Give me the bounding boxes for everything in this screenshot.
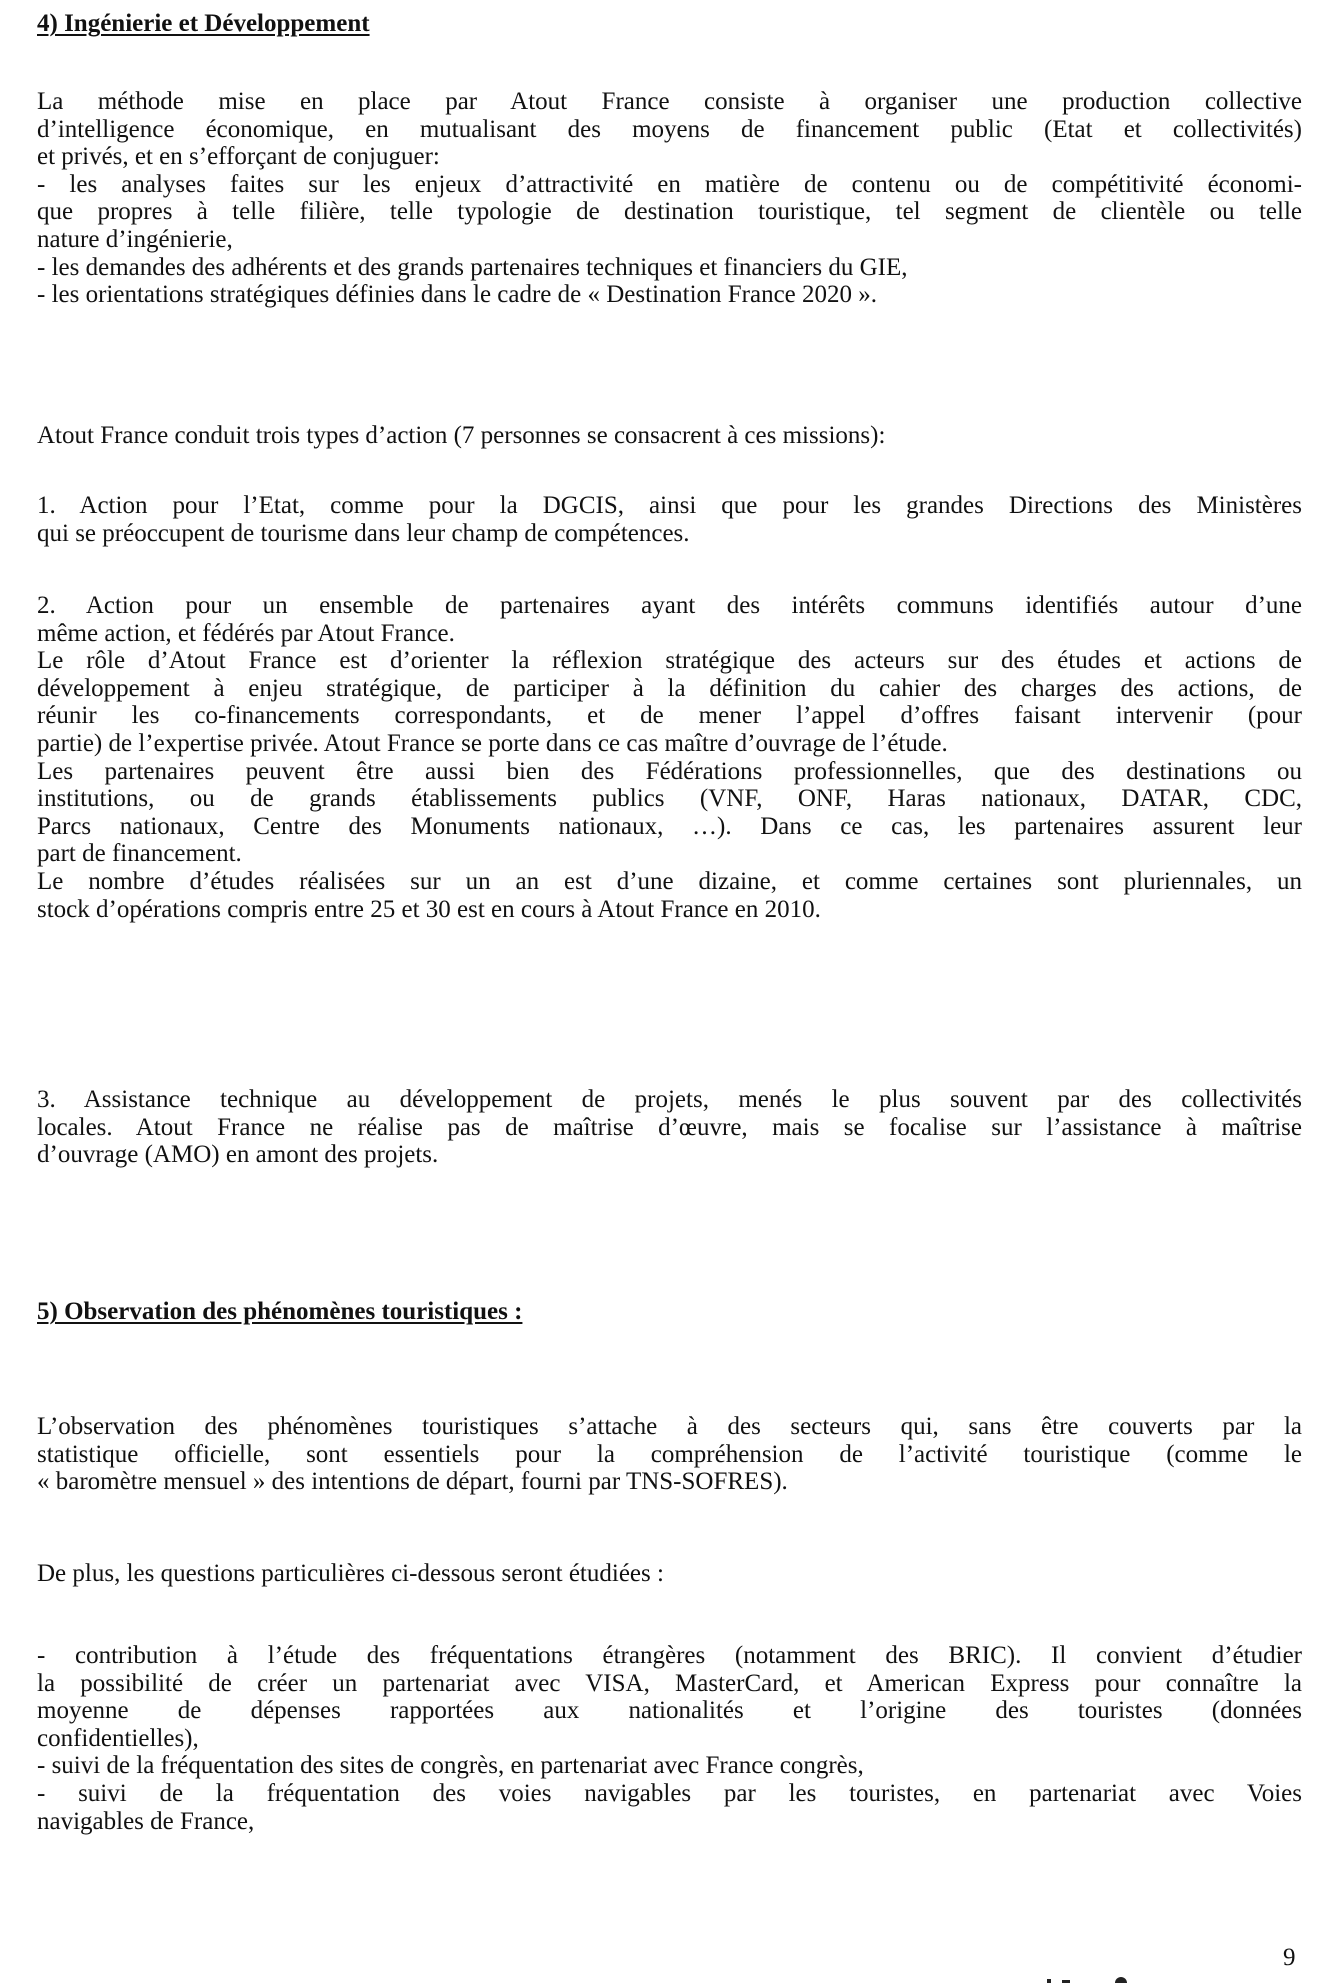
section-heading-observation: 5) Observation des phénomènes touristiques :	[37, 1298, 523, 1325]
text-line: qui se préoccupent de tourisme dans leur champ de compétences.	[37, 519, 690, 547]
text-line: navigables de France,	[37, 1807, 255, 1835]
text-line: « baromètre mensuel » des intentions de départ, fourni par TNS-SOFRES).	[37, 1468, 788, 1496]
text-line: stock d’opérations compris entre 25 et 30 est en cours à Atout France en 2010.	[37, 895, 821, 923]
text-line: 3. Assistance technique au développement de projets, menés le plus souvent par des collectivités	[37, 1086, 1302, 1113]
text-line: d’ouvrage (AMO) en amont des projets.	[37, 1141, 439, 1169]
text-line: même action, et fédérés par Atout France.	[37, 619, 455, 647]
cropped-footer-mark	[1047, 1979, 1051, 1983]
text-line: - les orientations stratégiques définies dans le cadre de « Destination France 2020 ».	[37, 281, 878, 309]
text-line: statistique officielle, sont essentiels pour la compréhension de l’activité touristique (comme le	[37, 1440, 1302, 1468]
text-line: d’intelligence économique, en mutualisant des moyens de financement public (Etat et collectivités)	[37, 115, 1302, 143]
text-line: et privés, et en s’efforçant de conjuguer:	[37, 143, 440, 171]
text-line: Les partenaires peuvent être aussi bien des Fédérations professionnelles, que des destinations ou	[37, 757, 1302, 785]
page-number: 9	[1283, 1944, 1296, 1971]
text-line: que propres à telle filière, telle typologie de destination touristique, tel segment de clientèle ou telle	[37, 198, 1302, 226]
paragraph-assistance-technique	[37, 1086, 1302, 1169]
text-line: - contribution à l’étude des fréquentations étrangères (notamment des BRIC). Il convient d’étudier	[37, 1642, 1302, 1669]
paragraph-action-etat	[37, 492, 1302, 547]
text-line: partie) de l’expertise privée. Atout France se porte dans ce cas maître d’ouvrage de l’étude.	[37, 729, 948, 757]
text-line: 1. Action pour l’Etat, comme pour la DGCIS, ainsi que pour les grandes Directions des Ministères	[37, 492, 1302, 519]
text-line: - les demandes des adhérents et des grands partenaires techniques et financiers du GIE,	[37, 253, 908, 281]
text-line: - suivi de la fréquentation des sites de congrès, en partenariat avec France congrès,	[37, 1752, 864, 1780]
text-line: 2. Action pour un ensemble de partenaires ayant des intérêts communs identifiés autour d’une	[37, 592, 1302, 619]
text-line: la possibilité de créer un partenariat avec VISA, MasterCard, et American Express pour connaître la	[37, 1669, 1302, 1697]
text-line: Le nombre d’études réalisées sur un an est d’une dizaine, et comme certaines sont pluriennales, un	[37, 867, 1302, 895]
text-line: - les analyses faites sur les enjeux d’attractivité en matière de contenu ou de compétitivité économi-	[37, 170, 1302, 198]
text-line: moyenne de dépenses rapportées aux nationalités et l’origine des touristes (données	[37, 1697, 1302, 1725]
text-line: nature d’ingénierie,	[37, 225, 233, 253]
text-line: institutions, ou de grands établissements publics (VNF, ONF, Haras nationaux, DATAR, CDC,	[37, 785, 1302, 813]
text-line: part de financement.	[37, 840, 242, 868]
text-line: De plus, les questions particulières ci-dessous seront étudiées :	[37, 1560, 664, 1587]
text-line: Parcs nationaux, Centre des Monuments nationaux, …). Dans ce cas, les partenaires assurent leur	[37, 812, 1302, 840]
paragraph-questions	[37, 1560, 1302, 1588]
text-line: développement à enjeu stratégique, de participer à la définition du cahier des charges des actions, de	[37, 674, 1302, 702]
section-heading-ingenierie: 4) Ingénierie et Développement	[37, 10, 370, 37]
text-line: locales. Atout France ne réalise pas de maîtrise d’œuvre, mais se focalise sur l’assistance à maîtrise	[37, 1113, 1302, 1141]
text-line: Le rôle d’Atout France est d’orienter la réflexion stratégique des acteurs sur des études et actions de	[37, 647, 1302, 675]
paragraph-methode	[37, 88, 1302, 309]
paragraph-action-partenaires	[37, 592, 1302, 923]
text-line: L’observation des phénomènes touristiques s’attache à des secteurs qui, sans être couverts par la	[37, 1413, 1302, 1440]
paragraph-types-action	[37, 422, 1302, 450]
text-line: Atout France conduit trois types d’action (7 personnes se consacrent à ces missions):	[37, 422, 886, 449]
text-line: La méthode mise en place par Atout France consiste à organiser une production collective	[37, 88, 1302, 115]
paragraph-questions-list	[37, 1642, 1302, 1835]
text-line: réunir les co-financements correspondants, et de mener l’appel d’offres faisant intervenir (pour	[37, 702, 1302, 730]
cropped-footer-mark	[1115, 1977, 1127, 1983]
paragraph-observation	[37, 1413, 1302, 1496]
text-line: confidentielles),	[37, 1724, 199, 1752]
text-line: - suivi de la fréquentation des voies navigables par les touristes, en partenariat avec Voies	[37, 1779, 1302, 1807]
